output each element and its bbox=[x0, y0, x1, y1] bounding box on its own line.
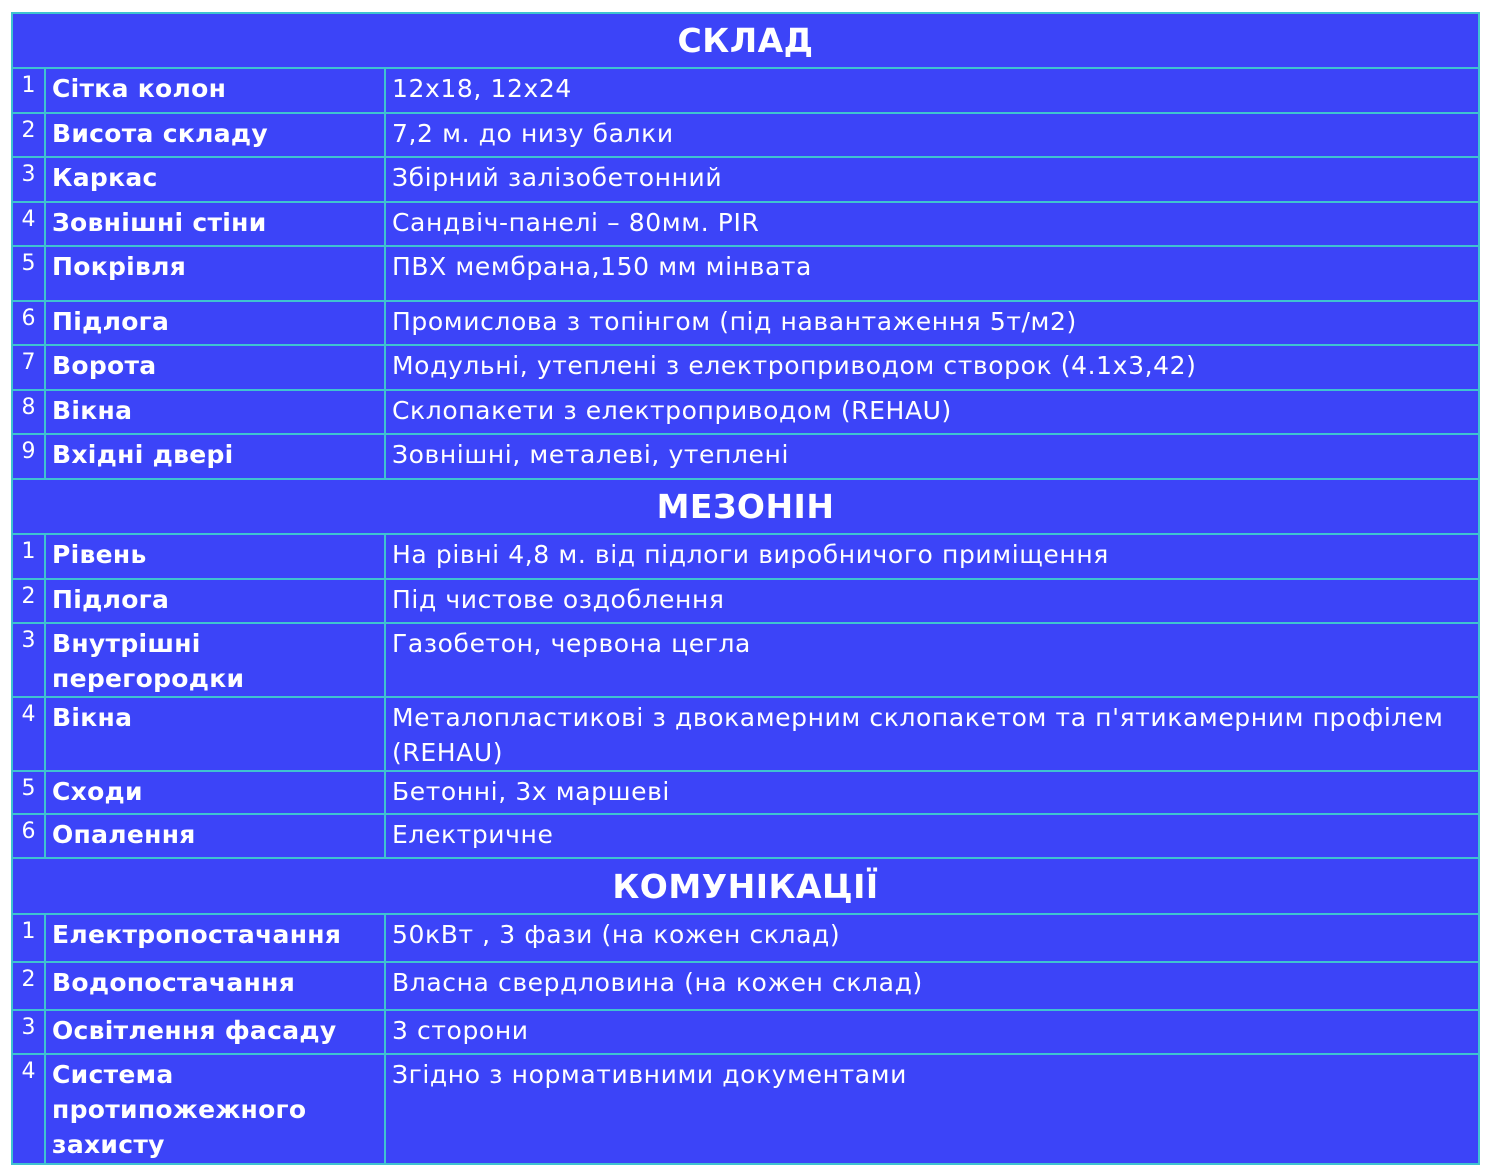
table-row bbox=[12, 345, 1479, 390]
row-value: 12х18, 12х24 bbox=[385, 68, 1479, 113]
row-label: Рівень bbox=[45, 534, 385, 579]
table-row bbox=[12, 1054, 1479, 1164]
row-number: 2 bbox=[12, 579, 45, 623]
section-title-mezonin: МЕЗОНІН bbox=[12, 479, 1479, 534]
section-title-sklad: СКЛАД bbox=[12, 13, 1479, 68]
row-value: Бетонні, 3х маршеві bbox=[385, 771, 1479, 814]
table-row bbox=[12, 697, 1479, 771]
row-value: Згідно з нормативними документами bbox=[385, 1054, 1479, 1164]
row-number: 1 bbox=[12, 68, 45, 113]
row-label: Сходи bbox=[45, 771, 385, 814]
row-value: Промислова з топінгом (під навантаження 5т/м2) bbox=[385, 301, 1479, 345]
row-label: Внутрішні перегородки bbox=[45, 623, 385, 697]
row-label: Вікна bbox=[45, 390, 385, 434]
row-label: Сітка колон bbox=[45, 68, 385, 113]
row-number: 1 bbox=[12, 914, 45, 962]
table-row bbox=[12, 534, 1479, 579]
row-number: 5 bbox=[12, 246, 45, 301]
row-label: Покрівля bbox=[45, 246, 385, 301]
row-number: 5 bbox=[12, 771, 45, 814]
row-number: 4 bbox=[12, 1054, 45, 1164]
row-value: Модульні, утеплені з електроприводом створок (4.1х3,42) bbox=[385, 345, 1479, 390]
row-number: 9 bbox=[12, 434, 45, 479]
table-row bbox=[12, 771, 1479, 814]
table-row bbox=[12, 202, 1479, 246]
section-header-row bbox=[12, 479, 1479, 534]
table-row bbox=[12, 301, 1479, 345]
row-value: Під чистове оздоблення bbox=[385, 579, 1479, 623]
row-value: Зовнішні, металеві, утеплені bbox=[385, 434, 1479, 479]
spec-table bbox=[11, 12, 1480, 1165]
row-label: Освітлення фасаду bbox=[45, 1010, 385, 1054]
row-value: Електричне bbox=[385, 814, 1479, 858]
table-row bbox=[12, 68, 1479, 113]
row-label: Підлога bbox=[45, 301, 385, 345]
table-row bbox=[12, 814, 1479, 858]
row-label: Вхідні двері bbox=[45, 434, 385, 479]
row-value: 50кВт , 3 фази (на кожен склад) bbox=[385, 914, 1479, 962]
row-value: Металопластикові з двокамерним склопакетом та п'ятикамерним профілем (REHAU) bbox=[385, 697, 1479, 771]
row-number: 1 bbox=[12, 534, 45, 579]
row-label: Опалення bbox=[45, 814, 385, 858]
row-number: 3 bbox=[12, 157, 45, 202]
row-value: ПВХ мембрана,150 мм мінвата bbox=[385, 246, 1479, 301]
row-value: На рівні 4,8 м. від підлоги виробничого приміщення bbox=[385, 534, 1479, 579]
row-label: Вікна bbox=[45, 697, 385, 771]
row-value: Збірний залізобетонний bbox=[385, 157, 1479, 202]
row-value: Сандвіч-панелі – 80мм. PIR bbox=[385, 202, 1479, 246]
table-row bbox=[12, 914, 1479, 962]
row-label: Електропостачання bbox=[45, 914, 385, 962]
row-label: Зовнішні стіни bbox=[45, 202, 385, 246]
row-value: 7,2 м. до низу балки bbox=[385, 113, 1479, 157]
row-label: Каркас bbox=[45, 157, 385, 202]
row-number: 6 bbox=[12, 814, 45, 858]
row-number: 3 bbox=[12, 623, 45, 697]
row-number: 6 bbox=[12, 301, 45, 345]
table-row bbox=[12, 113, 1479, 157]
row-value: 3 сторони bbox=[385, 1010, 1479, 1054]
row-number: 2 bbox=[12, 962, 45, 1010]
table-row bbox=[12, 962, 1479, 1010]
row-label: Висота складу bbox=[45, 113, 385, 157]
row-number: 2 bbox=[12, 113, 45, 157]
section-title-komunikatsii: КОМУНІКАЦІЇ bbox=[12, 858, 1479, 914]
row-value: Власна свердловина (на кожен склад) bbox=[385, 962, 1479, 1010]
row-number: 3 bbox=[12, 1010, 45, 1054]
row-number: 7 bbox=[12, 345, 45, 390]
table-row bbox=[12, 157, 1479, 202]
row-label: Водопостачання bbox=[45, 962, 385, 1010]
table-row bbox=[12, 434, 1479, 479]
table-row bbox=[12, 246, 1479, 301]
row-label: Підлога bbox=[45, 579, 385, 623]
row-value: Газобетон, червона цегла bbox=[385, 623, 1479, 697]
table-row bbox=[12, 390, 1479, 434]
section-header-row bbox=[12, 858, 1479, 914]
row-label: Система протипожежного захисту bbox=[45, 1054, 385, 1164]
table-row bbox=[12, 1010, 1479, 1054]
row-number: 8 bbox=[12, 390, 45, 434]
table-row bbox=[12, 579, 1479, 623]
row-value: Склопакети з електроприводом (REHAU) bbox=[385, 390, 1479, 434]
row-number: 4 bbox=[12, 697, 45, 771]
row-label: Ворота bbox=[45, 345, 385, 390]
row-number: 4 bbox=[12, 202, 45, 246]
table-row bbox=[12, 623, 1479, 697]
section-header-row bbox=[12, 13, 1479, 68]
